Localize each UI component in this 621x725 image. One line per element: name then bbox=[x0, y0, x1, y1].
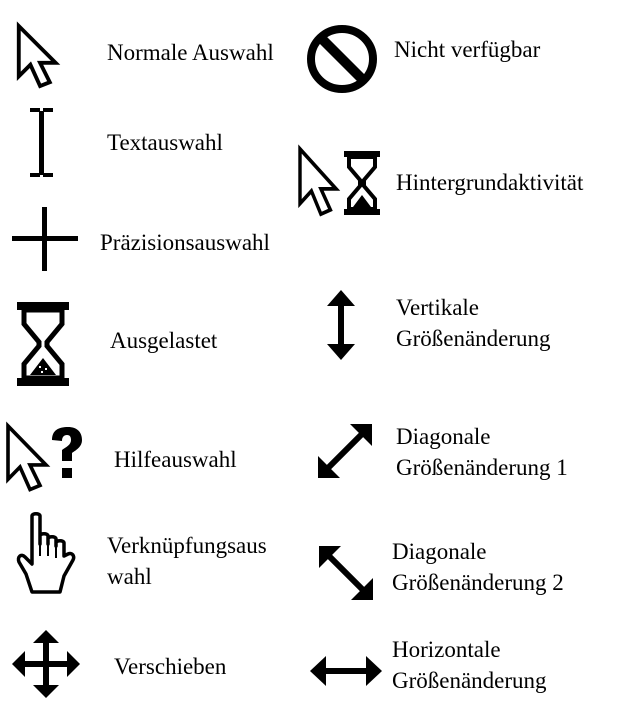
horizontal-resize-label bbox=[392, 634, 547, 696]
link-select-label-line1: Verknüpfungsaus bbox=[107, 533, 267, 558]
no-entry-icon bbox=[306, 24, 378, 94]
diagonal-resize-1-label-line1: Diagonale bbox=[396, 424, 491, 449]
busy-label: Ausgelastet bbox=[110, 328, 218, 353]
arrow-hourglass-icon bbox=[300, 149, 382, 219]
unavailable-label: Nicht verfügbar bbox=[394, 37, 541, 62]
text-select-label: Textauswahl bbox=[107, 130, 223, 155]
diagonal-resize-ne-sw-icon bbox=[318, 424, 372, 478]
link-select-label bbox=[107, 530, 267, 592]
help-select-label: Hilfeauswahl bbox=[114, 447, 237, 472]
diagonal-resize-2-label-line1: Diagonale bbox=[392, 539, 487, 564]
diagonal-resize-1-label bbox=[396, 421, 568, 483]
link-select-label-line2: wahl bbox=[107, 564, 152, 589]
precision-select-label: Präzisionsauswahl bbox=[100, 230, 270, 255]
normal-select-label: Normale Auswahl bbox=[107, 40, 274, 65]
crosshair-icon bbox=[12, 207, 78, 271]
move-icon bbox=[12, 630, 80, 698]
working-in-background-label: Hintergrundaktivität bbox=[396, 170, 584, 195]
hand-pointer-icon bbox=[16, 512, 78, 596]
vertical-resize-label-line2: Größenänderung bbox=[396, 326, 551, 351]
vertical-resize-icon bbox=[327, 290, 355, 360]
i-beam-icon bbox=[26, 108, 56, 178]
diagonal-resize-2-label-line2: Größenänderung 2 bbox=[392, 570, 564, 595]
horizontal-resize-label-line1: Horizontale bbox=[392, 637, 501, 662]
vertical-resize-label-line1: Vertikale bbox=[396, 295, 480, 320]
horizontal-resize-icon bbox=[310, 656, 382, 686]
diagonal-resize-nw-se-icon bbox=[319, 546, 373, 600]
horizontal-resize-label-line2: Größenänderung bbox=[392, 668, 547, 693]
arrow-question-icon bbox=[8, 426, 82, 494]
vertical-resize-label bbox=[396, 292, 551, 354]
move-label: Verschieben bbox=[114, 654, 227, 679]
diagonal-resize-1-label-line2: Größenänderung 1 bbox=[396, 455, 568, 480]
arrow-pointer-icon bbox=[18, 26, 68, 88]
hourglass-icon bbox=[17, 302, 69, 386]
diagonal-resize-2-label bbox=[392, 536, 564, 598]
